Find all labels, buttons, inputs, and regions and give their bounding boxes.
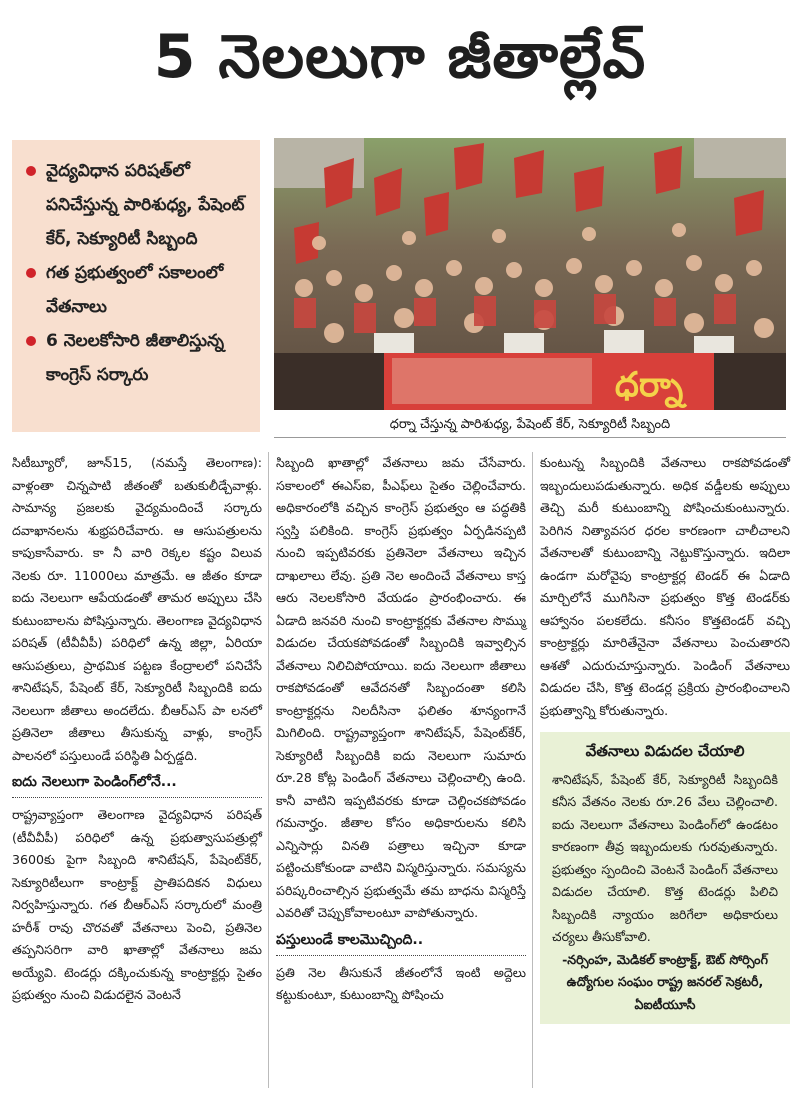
article-paragraph: కుంటున్న సిబ్బందికి వేతనాలు రాకపోవడంతో ఇబ్బందులుపడుతున్నారు. అధిక వడ్డీలకు అప్పులు తెచ్చి మరీ కుటుంబాన్ని పోషించుకుంటున్నారు. పెరిగిన నిత్యావసర ధరల కారణంగా చాలీచాలని వేతనాలతో కుటుంబాన్ని నెట్టుకొస్తున్నారు. ఇదిలా ఉండగా మరోవైపు కాంట్రాక్టర్ల టెండర్ ఈ ఏడాది మార్చిలోనే ముగిసినా ప్రభుత్వం కొత్త టెండర్‌కు ఆహ్వానం పలకలేదు. కనీసం కొత్తటెండర్ వచ్చి కాంట్రాక్టర్లు మారితేనైనా వేతనాలు పెంచుతారని ఆశతో ఎదురుచూస్తున్నారు. పెండింగ్ వేతనాలు విడుదల చేసి, కొత్త టెండర్ల ప్రక్రియ ప్రారంభించాలని ప్రభుత్వాన్ని కోరుతున్నారు. [540,455,790,718]
article-paragraph: రాష్ట్రవ్యాప్తంగా తెలంగాణ వైద్యవిధాన పరిషత్ (టీవీవీపీ) పరిధిలో ఉన్న ప్రభుత్వాసుపత్రుల్లో 3600కు పైగా సిబ్బంది శానిటేషన్, పేషెంట్‌కేర్, సెక్యూరిటీలుగా కాంట్రాక్ట్ ప్రాతిపదికన విధులు నిర్వహిస్తున్నారు. గత బీఆర్ఎస్ సర్కారులో మంత్రి హరీశ్ రావు చొరవతో వేతనాలు పెంచి, ప్రతినెల తప్పనిసరిగా వారి ఖాతాల్లో వేతనాలు జమ అయ్యేవి. టెండర్లు దక్కించుకున్న కాంట్రాక్టర్లు సైతం ప్రభుత్వం నుంచి విడుదలైన వెంటనే [12,807,262,1002]
article-column-1 [12,452,262,1007]
article-paragraph: సిబ్బంది ఖాతాల్లో వేతనాలు జమ చేసేవారు. సకాలంలో ఈఎస్ఐ, పీఎఫ్‌లు సైతం చెల్లించేవారు. అధికారంలోకి వచ్చిన కాంగ్రెస్ ప్రభుత్వం ఆ పద్ధతికి స్వస్తి పలికింది. కాంగ్రెస్ ప్రభుత్వం ఏర్పడినప్పటి నుంచి ఇప్పటివరకు ప్రతినెలా వేతనాలు ఇచ్చిన దాఖలాలు లేవు. ప్రతి నెల అందించే వేతనాలు కాస్త ఆరు నెలలకోసారి వేయడం ప్రారంభించారు. ఈ ఏడాది జనవరి నుంచి కాంట్రాక్టర్లకు వేతనాల సొమ్ము విడుదల చేయకపోవడంతో సిబ్బందికి ఇవ్వాల్సిన వేతనాలు నిలిచిపోయాయి. ఐదు నెలలుగా జీతాలు రాకపోవడంతో ఆవేదనతో సిబ్బందంతా కలిసి కాంట్రాక్టర్లను నిలదీసినా ఫలితం శూన్యంగానే మిగిలింది. రాష్ట్రవ్యాప్తంగా శానిటేషన్, పేషెంట్‌కేర్, సెక్యూరిటీ సిబ్బందికి ఐదు నెలలుగా సుమారు రూ.28 కోట్ల పెండింగ్ వేతనాలు చెల్లించాల్సి ఉంది. కానీ వాటిని ఇప్పటివరకు కూడా చెల్లించకపోవడం గమనార్హం. జీతాల కోసం అధికారులను కలిసి ఎన్నిసార్లు వినతి పత్రాలు ఇచ్చినా కూడా పట్టించుకోకుండా వాటిని విస్మరిస్తున్నారు. సమస్యను పరిష్కరించాల్సిన ప్రభుత్వమే తమ బాధను విస్మరిస్తే ఎవరితో చెప్పుకోవాలంటూ వాపోతున్నారు. [276,455,526,920]
column-divider [532,452,533,1088]
quote-box [540,732,790,1024]
protest-photo [274,138,786,410]
quote-box-attribution: -నర్సింహ, మెడికల్ కాంట్రాక్ట్, ఔట్ సోర్సింగ్ ఉద్యోగుల సంఘం రాష్ట్ర జనరల్ సెక్రటరీ, ఏఐటీయూసీ [562,951,768,1012]
article-paragraph: ప్రతి నెల తీసుకునే జీతంలోనే ఇంటి అద్దెలు కట్టుకుంటూ, కుటుంబాన్ని పోషించు [276,964,526,1002]
highlights-box [12,140,260,432]
highlight-item [26,154,250,256]
highlight-item [26,256,250,324]
article-column-2 [276,452,526,1007]
photo-caption: ధర్నా చేస్తున్న పారిశుధ్య, పేషెంట్ కేర్, సెక్యూరిటీ సిబ్బంది [274,412,786,438]
bullet-dot-icon [26,268,36,278]
highlight-text: గత ప్రభుత్వంలో సకాలంలో వేతనాలు [46,263,224,317]
banner-text: ధర్నా [614,365,684,405]
article-paragraph: సిటీబ్యూరో, జూన్15, (నమస్తే తెలంగాణ): వాళ్లంతా చిన్నపాటి జీతంతో బతుకులీడ్చేవాళ్లు. సామాన్య ప్రజలకు వైద్యమందించే సర్కారు దవాఖానలను శుభ్రపరిచేవారు. ఆ ఆసుపత్రులను కాపుకాసేవారు. కా నీ వారి రెక్కల కష్టం విలువ నెలకు రూ. 11000లు మాత్రమే. ఆ జీతం కూడా ఐదు నెలలుగా ఆపేయడంతో తామర అప్పులు చేసి కుటుంబాలను పోషిస్తున్నారు. తెలంగాణ వైద్యవిధాన పరిషత్ (టీవీవీపీ) పరిధిలో ఉన్న జిల్లా, ఏరియా ఆసుపత్రులు, ప్రాథమిక పట్టణ కేంద్రాలలో పనిచేసే శానిటేషన్, పేషెంట్ కేర్, సెక్యూరిటీ సిబ్బందికి ఐదు నెలలుగా జీతాలు అందలేదు. బీఆర్ఎస్ పా లనలో ప్రతినెలా జీతాలు తీసుకున్న వాళ్లు, కాంగ్రెస్ పాలనలో పస్తులుండే పరిస్థితి ఏర్పడ్డది. [12,455,262,763]
highlight-text: 6 నెలలకోసారి జీతాలిస్తున్న కాంగ్రెస్ సర్కారు [46,331,225,385]
section-subhead: పస్తులుండే కాలమొచ్చింది.. [276,929,526,956]
highlight-item [26,324,250,392]
headline: 5 నెలలుగా జీతాల్లేవ్ [153,22,647,92]
column-divider [268,452,269,1088]
highlight-text: వైద్యవిధాన పరిషత్‌లో పనిచేస్తున్న పారిశుధ్య, పేషెంట్ కేర్, సెక్యూరిటీ సిబ్బంది [46,161,245,249]
article-column-3 [540,452,790,1024]
section-subhead: ఐదు నెలలుగా పెండింగ్‌లోనే... [12,771,262,798]
bullet-dot-icon [26,336,36,346]
quote-box-body: శానిటేషన్, పేషెంట్ కేర్, సెక్యూరిటీ సిబ్బందికి కనీస వేతనం నెలకు రూ.26 వేలు చెల్లించాలి. ఐదు నెలలుగా వేతనాలు పెండింగ్‌లో ఉండటం కారణంగా తీవ్ర ఇబ్బందులకు గురవుతున్నారు. ప్రభుత్వం స్పందించి వెంటనే పెండింగ్ వేతనాలు విడుదల చేయాలి. కొత్త టెండర్లు పిలిచి సిబ్బందికి న్యాయం జరిగేలా అధికారులు చర్యలు తీసుకోవాలి. [552,771,778,944]
quote-box-title: వేతనాలు విడుదల చేయాలి [585,742,745,760]
bullet-dot-icon [26,166,36,176]
